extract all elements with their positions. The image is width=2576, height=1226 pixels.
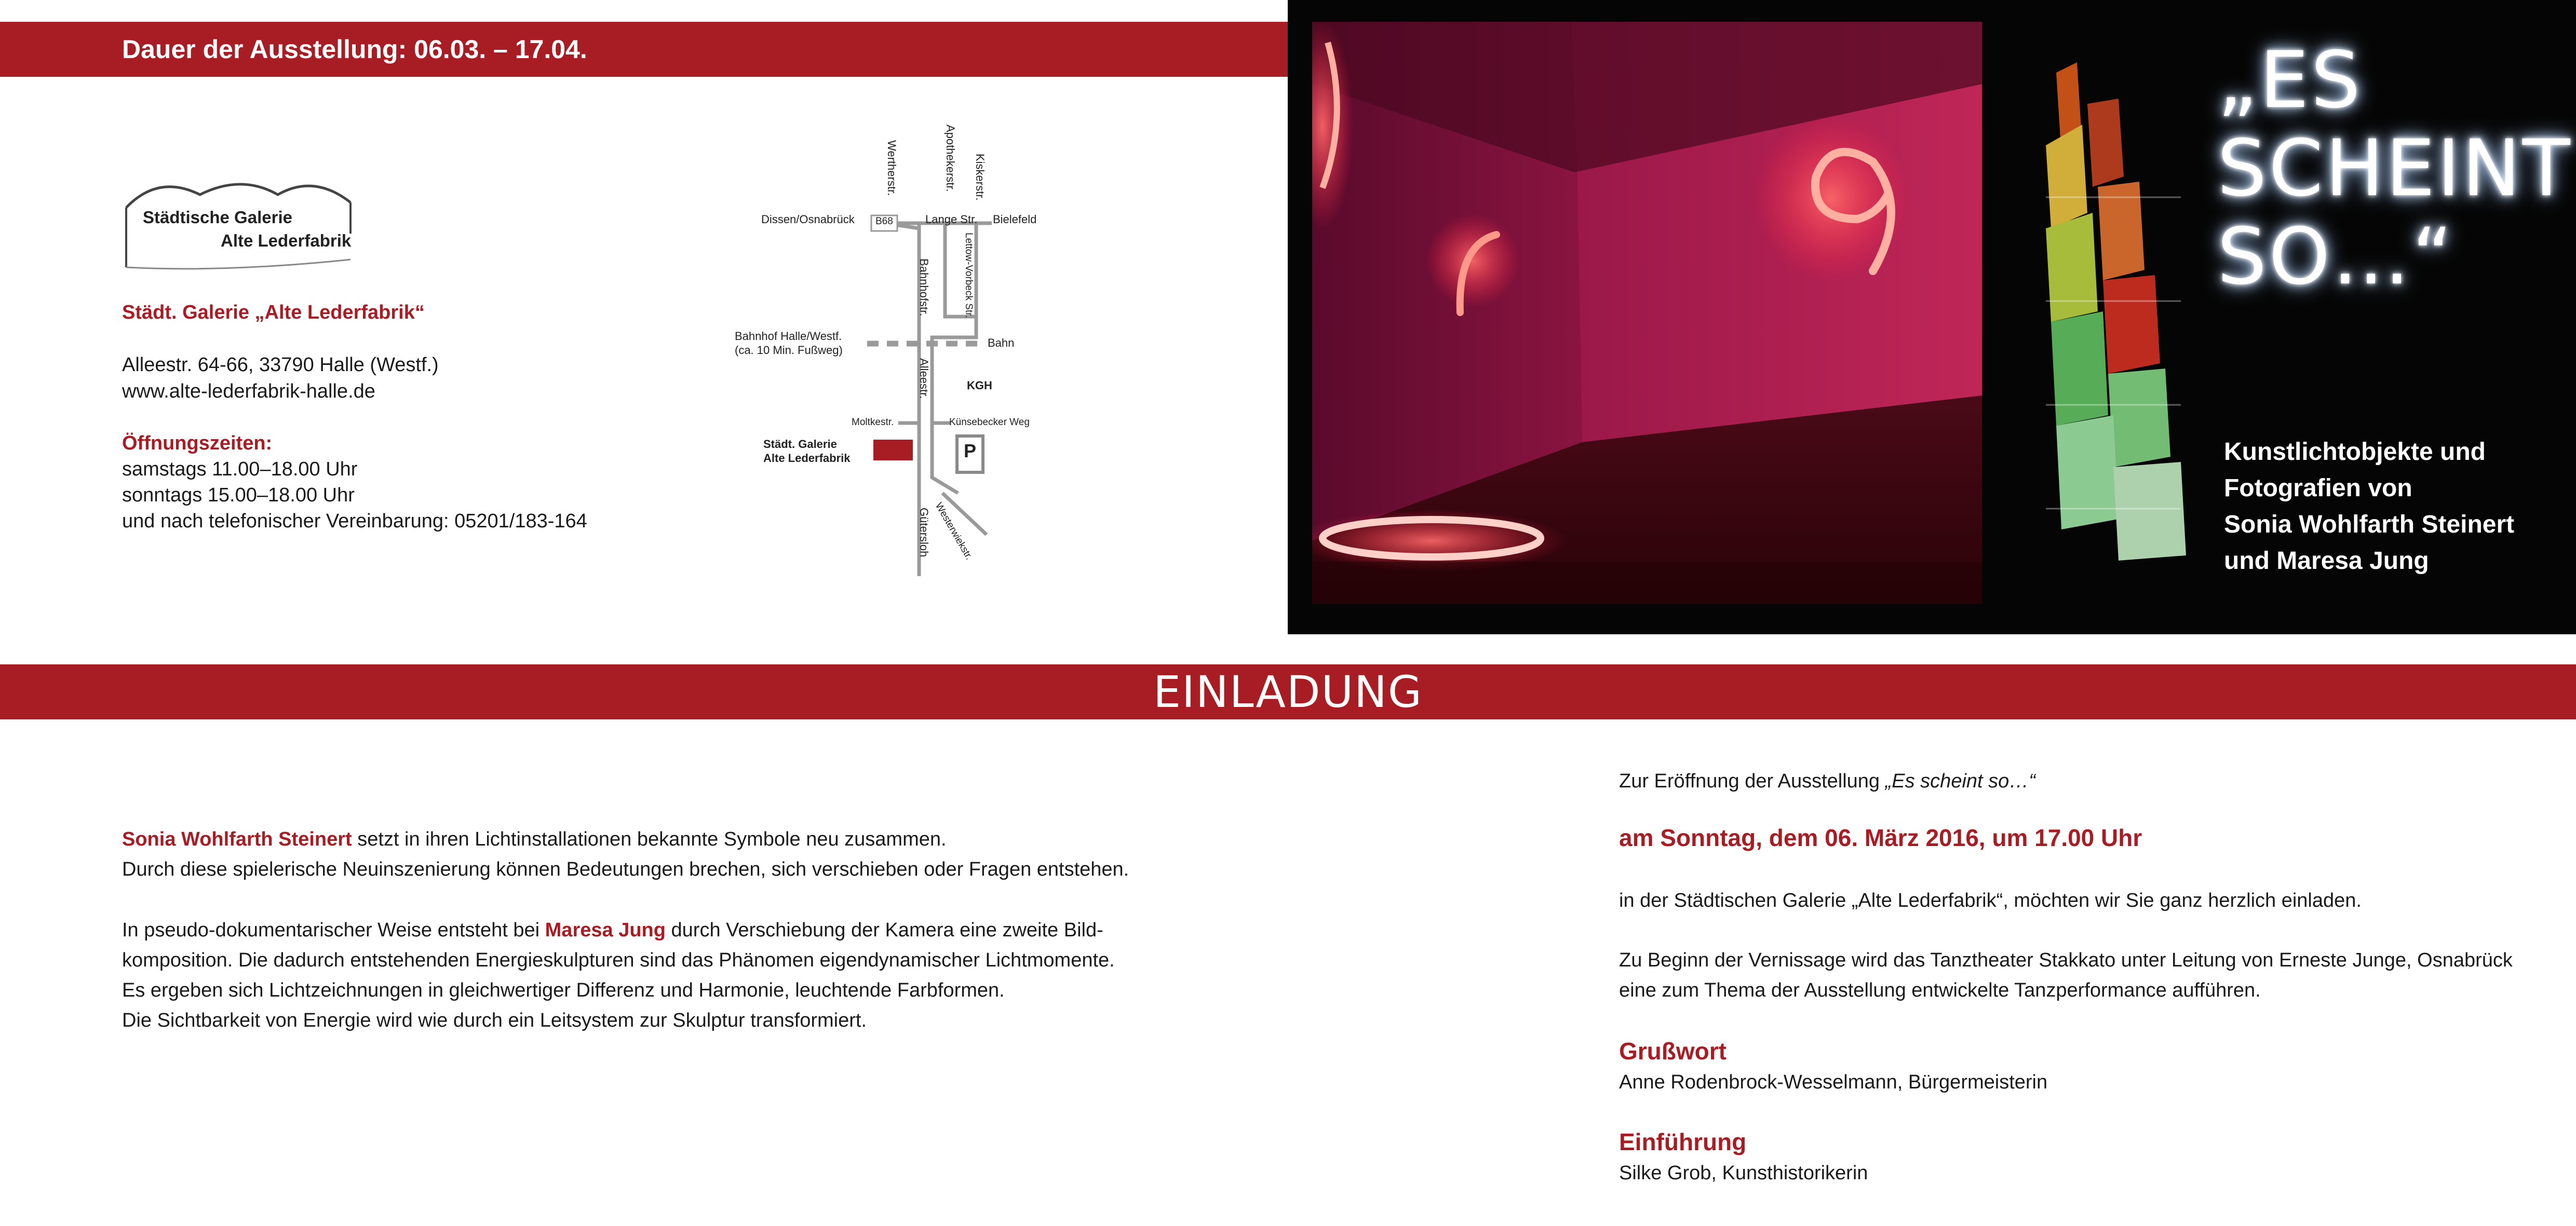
map-kiskerstr: Kiskerstr.: [974, 154, 987, 201]
invitation-intro-title: „Es scheint so…“: [1885, 770, 2035, 792]
opening-hours-appointment: und nach telefonischer Vereinbarung: 05201/183-164: [122, 510, 587, 532]
exhibition-subtitle: [2224, 434, 2556, 579]
artist-2-name: Maresa Jung: [545, 919, 666, 941]
introduction-heading: Einführung: [1619, 1128, 1747, 1155]
opening-hours-heading: Öffnungszeiten:: [122, 432, 273, 454]
description-p1-rest: setzt in ihren Lichtinstallationen bekannte Symbole neu zusammen.: [352, 828, 947, 850]
exhibition-duration-bar: [0, 22, 1288, 77]
installation-photo: [1312, 22, 1982, 604]
map-lettow: Lettow-Vorbeck Str.: [963, 233, 974, 318]
exhibition-title: [2217, 35, 2572, 302]
map-wertherstr: Wertherstr.: [885, 140, 898, 196]
description-p2-pre: In pseudo-dokumentarischer Weise entsteht bei: [122, 919, 545, 941]
venue-website[interactable]: www.alte-lederfabrik-halle.de: [122, 380, 375, 402]
map-b68: B68: [875, 216, 893, 227]
map-guetersloh: Gütersloh: [918, 508, 930, 557]
venue-address: Alleestr. 64-66, 33790 Halle (Westf.): [122, 354, 439, 376]
exhibition-duration-text: Dauer der Ausstellung: 06.03. – 17.04.: [122, 35, 587, 64]
map-dissen: Dissen/Osnabrück: [761, 213, 855, 226]
gallery-marker: [873, 440, 913, 460]
light-drawing-photo: [2025, 42, 2212, 581]
location-map: [727, 119, 1064, 576]
invitation-heading: EINLADUNG: [1153, 666, 1423, 717]
program-line-1: Zu Beginn der Vernissage wird das Tanztheater Stakkato unter Leitung von Erneste Junge, Osnabrück: [1619, 949, 2513, 971]
description-p2-rest: durch Verschiebung der Kamera eine zweite Bild-: [665, 919, 1103, 941]
program-line-2: eine zum Thema der Ausstellung entwickelte Tanzperformance aufführen.: [1619, 979, 2261, 1001]
subtitle-line-4: und Maresa Jung: [2224, 547, 2429, 575]
description-paragraph-2: [122, 917, 1212, 944]
invitation-line: in der Städtischen Galerie „Alte Lederfabrik“, möchten wir Sie ganz herzlich einladen.: [1619, 890, 2362, 911]
description-p2-line4: Die Sichtbarkeit von Energie wird wie durch ein Leitsystem zur Skulptur transformiert.: [122, 1010, 867, 1031]
map-galerie-line1: Städt. Galerie: [763, 438, 837, 451]
venue-name: Städt. Galerie „Alte Lederfabrik“: [122, 302, 425, 323]
light-streaks-image: [2025, 42, 2212, 581]
map-moltkestr: Moltkestr.: [852, 417, 894, 428]
greeting-person: Anne Rodenbrock-Wesselmann, Bürgermeisterin: [1619, 1071, 2048, 1093]
description-p2-line3: Es ergeben sich Lichtzeichnungen in gleichwertiger Differenz und Harmonie, leuchtende Farbformen.: [122, 979, 1005, 1001]
map-bahn: Bahn: [988, 336, 1015, 349]
artist-1-name: Sonia Wohlfarth Steinert: [122, 828, 352, 850]
invitation-intro: [1619, 768, 2554, 795]
map-galerie-line2: Alte Lederfabrik: [763, 452, 851, 465]
parking-icon: P: [964, 440, 977, 461]
map-bahnhof-line2: (ca. 10 Min. Fußweg): [735, 344, 843, 357]
map-westerwiekstr: Westerwiekstr.: [933, 501, 975, 562]
invitation-bar: [0, 664, 2576, 719]
map-bahnhofstr: Bahnhofstr.: [918, 258, 930, 317]
greeting-heading: Grußwort: [1619, 1038, 1727, 1065]
opening-hours-sunday: sonntags 15.00–18.00 Uhr: [122, 484, 355, 506]
map-kuensebecker: Künsebecker Weg: [949, 417, 1030, 428]
subtitle-line-3: Sonia Wohlfarth Steinert: [2224, 511, 2515, 538]
opening-date: am Sonntag, dem 06. März 2016, um 17.00 Uhr: [1619, 824, 2142, 851]
opening-hours-saturday: samstags 11.00–18.00 Uhr: [122, 458, 358, 480]
introduction-person: Silke Grob, Kunsthistorikerin: [1619, 1162, 1868, 1184]
invitation-intro-pre: Zur Eröffnung der Ausstellung: [1619, 770, 1885, 792]
map-alleestr: Alleestr.: [918, 358, 930, 399]
map-bahnhof-line1: Bahnhof Halle/Westf.: [735, 330, 842, 343]
logo-line-1: Städtische Galerie: [143, 208, 292, 227]
subtitle-line-1: Kunstlichtobjekte und: [2224, 438, 2486, 466]
neon-room-image: [1312, 22, 1982, 604]
gallery-logo: [122, 171, 356, 275]
title-line-1: „ES: [2217, 35, 2363, 126]
map-lange-str: Lange Str.: [925, 213, 978, 226]
title-line-3: SO…“: [2217, 212, 2454, 302]
map-apothekerstr: Apothekerstr.: [944, 125, 957, 192]
title-line-2: SCHEINT: [2217, 124, 2572, 214]
map-bielefeld: Bielefeld: [993, 213, 1037, 226]
description-p2-line2: komposition. Die dadurch entstehenden Energieskulpturen sind das Phänomen eigendynamischer Lichtmomente.: [122, 949, 1115, 971]
description-paragraph-1: [122, 826, 1212, 853]
description-p1-line2: Durch diese spielerische Neuinszenierung können Bedeutungen brechen, sich verschieben oder Fragen entstehen.: [122, 859, 1129, 880]
map-kgh: KGH: [967, 379, 992, 392]
logo-line-2: Alte Lederfabrik: [221, 231, 352, 250]
subtitle-line-2: Fotografien von: [2224, 474, 2412, 502]
